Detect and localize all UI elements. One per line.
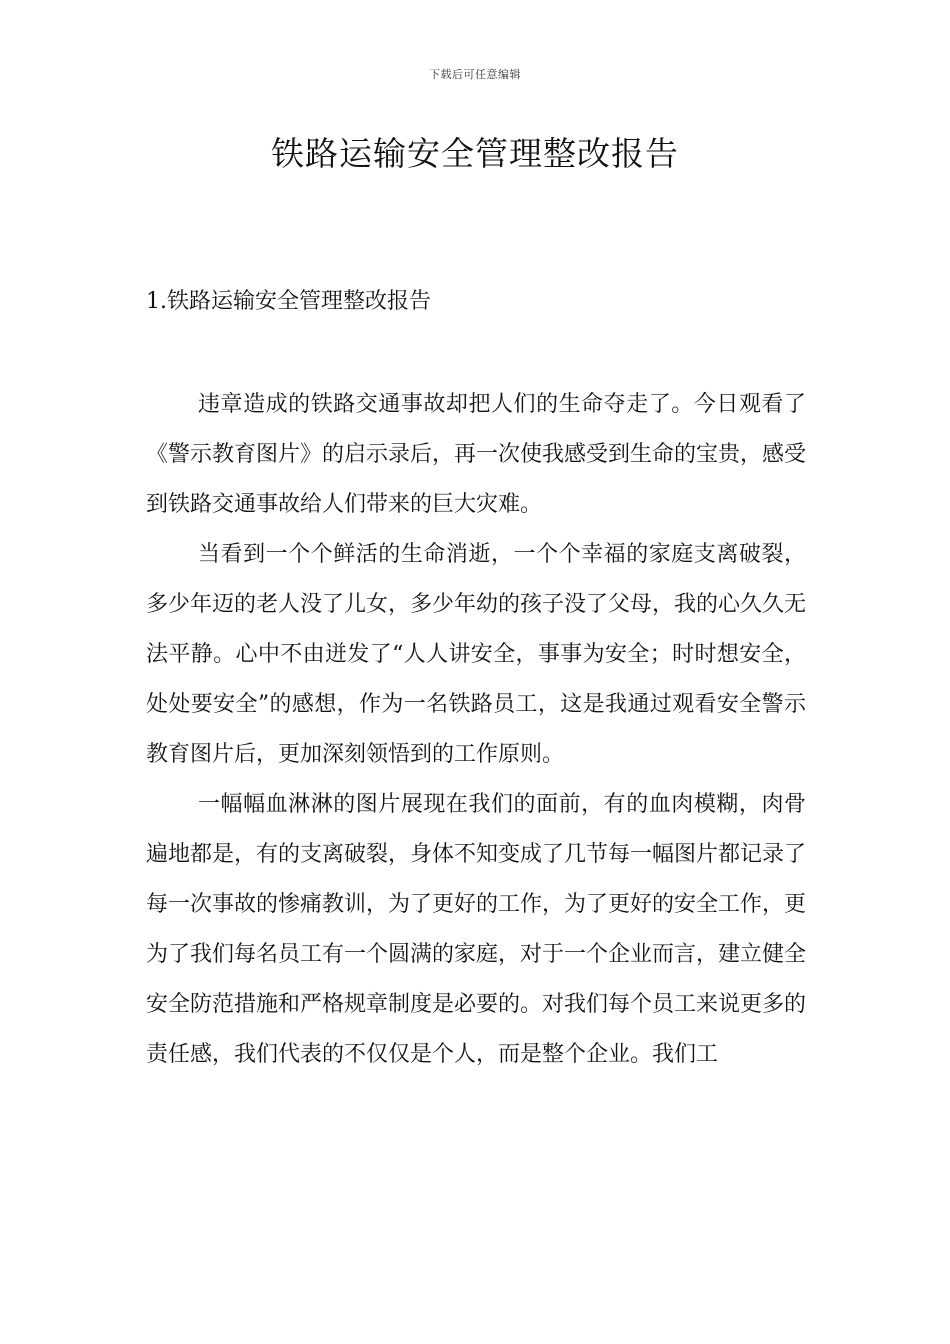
section-heading: 1.铁路运输安全管理整改报告 bbox=[146, 289, 431, 314]
document-title: 铁路运输安全管理整改报告 bbox=[271, 134, 679, 173]
header-note: 下载后可任意编辑 bbox=[429, 68, 521, 81]
body-text bbox=[146, 380, 806, 1080]
paragraph-2: 当看到一个个鲜活的生命消逝，一个个幸福的家庭支离破裂，多少年迈的老人没了儿女，多少年幼的孩子没了父母，我的心久久无法平静。心中不由迸发了“人人讲安全，事事为安全；时时想安全，处处要安全”的感想，作为一名铁路员工，这是我通过观看安全警示教育图片后，更加深刻领悟到的工作原则。 bbox=[146, 542, 807, 767]
paragraph-1: 违章造成的铁路交通事故却把人们的生命夺走了。今日观看了《警示教育图片》的启示录后，再一次使我感受到生命的宝贵，感受到铁路交通事故给人们带来的巨大灾难。 bbox=[146, 392, 807, 517]
paragraph-3: 一幅幅血淋淋的图片展现在我们的面前，有的血肉模糊，肉骨遍地都是，有的支离破裂，身体不知变成了几节每一幅图片都记录了每一次事故的惨痛教训，为了更好的工作，为了更好的安全工作，更为了我们每名员工有一个圆满的家庭，对于一个企业而言，建立健全安全防范措施和严格规章制度是必要的。对我们每个员工来说更多的责任感，我们代表的不仅仅是个人，而是整个企业。我们工 bbox=[146, 792, 807, 1067]
